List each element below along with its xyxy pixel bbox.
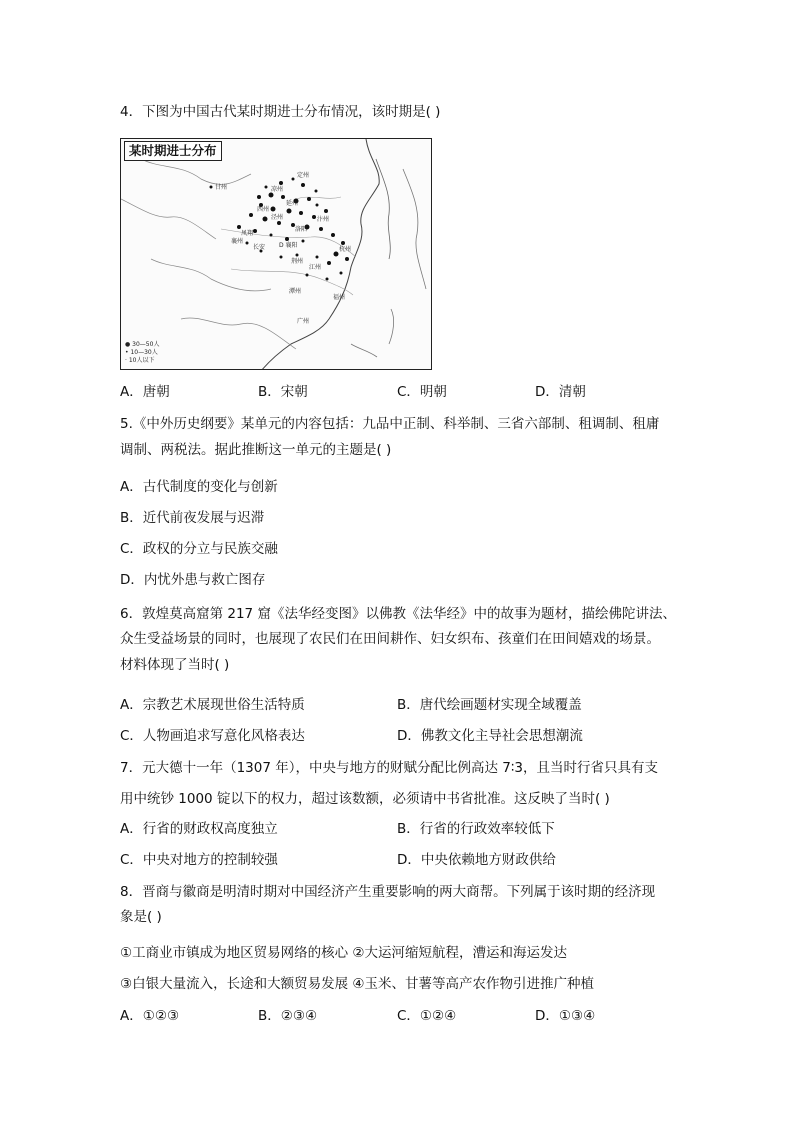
q6-option-a[interactable]: A．宗教艺术展现世俗生活特质 xyxy=(120,697,305,713)
q5-stem-line-2: 调制、两税法。据此推断这一单元的主题是( ) xyxy=(120,442,392,458)
city-label: 江州 xyxy=(309,264,322,271)
q8-option-a[interactable]: A．①②③ xyxy=(120,1008,180,1024)
q7-stem-line-1: 7．元大德十一年（1307 年），中央与地方的财赋分配比例高达 7∶3，且当时行省只具有支 xyxy=(120,760,658,776)
q4-option-c[interactable]: C．明朝 xyxy=(397,384,447,400)
legend-small-dot-icon: · xyxy=(125,357,127,364)
q7-stem-line-2: 用中统钞 1000 锭以下的权力，超过该数额，必须请中书省批准。这反映了当时( ) xyxy=(120,791,610,807)
q8-stem-line-1: 8．晋商与徽商是明清时期对中国经济产生重要影响的两大商帮。下列属于该时期的经济现 xyxy=(120,884,656,900)
q4-option-b[interactable]: B．宋朝 xyxy=(258,384,308,400)
q5-stem-line-1: 5.《中外历史纲要》某单元的内容包括：九品中正制、科举制、三省六部制、租调制、租庸 xyxy=(120,416,660,432)
city-label: 襄州 xyxy=(231,238,244,245)
legend-medium-dot-icon: • xyxy=(125,349,129,356)
city-label: 长安 xyxy=(253,244,266,251)
city-label: 荆州 xyxy=(291,258,304,265)
q7-option-b[interactable]: B．行省的行政效率较低下 xyxy=(397,821,555,837)
city-label: 凤翔 xyxy=(241,230,254,237)
q8-item-line-2: ③白银大量流入，长途和大额贸易发展 ④玉米、甘薯等高产农作物引进推广种植 xyxy=(120,976,594,992)
city-label: 延州 xyxy=(286,200,299,207)
q8-stem-line-2: 象是( ) xyxy=(120,909,162,925)
city-label: 西州 xyxy=(257,206,270,213)
q8-option-c[interactable]: C．①②④ xyxy=(397,1008,457,1024)
q5-option-c[interactable]: C．政权的分立与民族交融 xyxy=(120,541,278,557)
q6-stem-line-3: 材料体现了当时( ) xyxy=(120,657,230,673)
map-title: 某时期进士分布 xyxy=(124,141,222,161)
q8-option-b[interactable]: B．②③④ xyxy=(258,1008,318,1024)
q6-stem-line-2: 众生受益场景的同时，也展现了农民们在田间耕作、妇女织布、孩童们在田间嬉戏的场景。 xyxy=(120,631,660,647)
city-label: 福州 xyxy=(333,294,346,301)
city-label: 定州 xyxy=(297,172,310,179)
q6-stem-line-1: 6．敦煌莫高窟第 217 窟《法华经变图》以佛教《法华经》中的故事为题材，描绘佛陀讲法、 xyxy=(120,606,676,622)
q5-option-b[interactable]: B．近代前夜发展与迟滞 xyxy=(120,510,265,526)
q7-option-c[interactable]: C．中央对地方的控制较强 xyxy=(120,852,278,868)
city-label: 洛阳 xyxy=(295,226,308,233)
city-label: 甘州 xyxy=(215,184,228,191)
q8-item-line-1: ①工商业市镇成为地区贸易网络的核心 ②大运河缩短航程，漕运和海运发达 xyxy=(120,945,567,961)
q4-option-d[interactable]: D．清朝 xyxy=(535,384,586,400)
legend-large-dot-icon: ● xyxy=(125,341,131,348)
map-drawing xyxy=(121,139,432,370)
city-label: D 襄阳 xyxy=(279,242,298,249)
q6-option-b[interactable]: B．唐代绘画题材实现全域覆盖 xyxy=(397,697,582,713)
city-label: 潭州 xyxy=(289,288,302,295)
q6-option-c[interactable]: C．人物画追求写意化风格表达 xyxy=(120,728,305,744)
q4-stem: 4．下图为中国古代某时期进士分布情况，该时期是( ) xyxy=(120,104,441,120)
map-legend: ● 30—50人 • 10—30人 · 10人以下 xyxy=(125,341,160,364)
q4-map-figure xyxy=(120,138,432,370)
q6-option-d[interactable]: D．佛教文化主导社会思想潮流 xyxy=(397,728,583,744)
city-label: 汴州 xyxy=(317,216,330,223)
q5-option-a[interactable]: A．古代制度的变化与创新 xyxy=(120,479,278,495)
q7-option-d[interactable]: D．中央依赖地方财政供给 xyxy=(397,852,556,868)
q7-option-a[interactable]: A．行省的财政权高度独立 xyxy=(120,821,278,837)
city-label: 杭州 xyxy=(339,246,352,253)
q5-option-d[interactable]: D．内忧外患与救亡图存 xyxy=(120,572,266,588)
city-label: 广州 xyxy=(297,318,310,325)
city-label: 凉州 xyxy=(271,186,284,193)
q8-option-d[interactable]: D．①③④ xyxy=(535,1008,596,1024)
city-label: 泾州 xyxy=(271,214,284,221)
q4-option-a[interactable]: A．唐朝 xyxy=(120,384,170,400)
